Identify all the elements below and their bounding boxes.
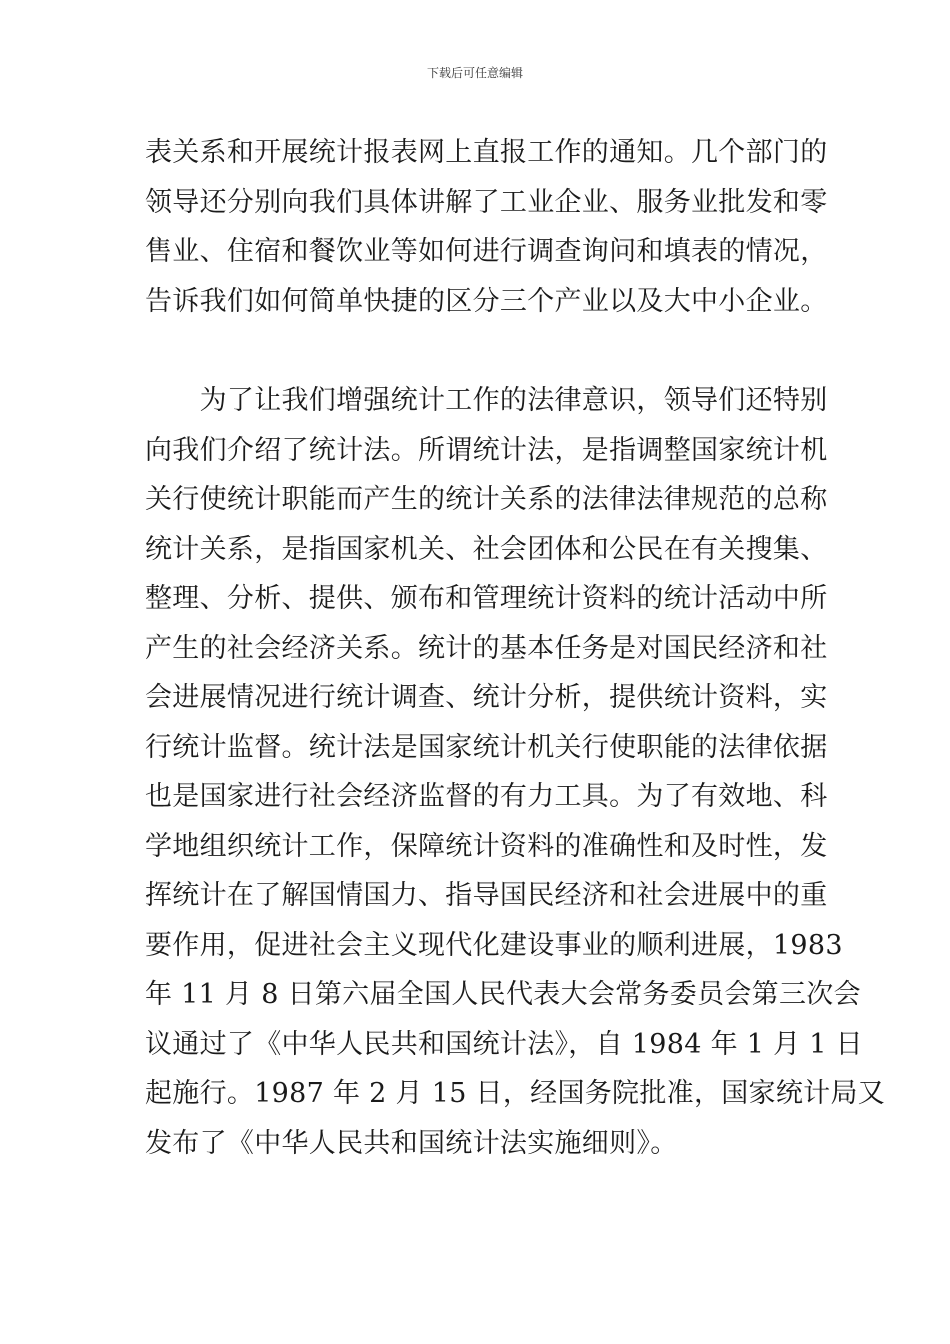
text-line: 为了让我们增强统计工作的法律意识，领导们还特别 [145,385,828,416]
page-header: 下载后可任意编辑 [426,66,523,80]
text-line: 会进展情况进行统计调查、统计分析，提供统计资料，实 [145,682,828,713]
text-line: 也是国家进行社会经济监督的有力工具。为了有效地、科 [145,781,828,812]
text-line: 发布了《中华人民共和国统计法实施细则》。 [145,1127,678,1159]
text-line: 挥统计在了解国情国力、指导国民经济和社会进展中的重 [145,880,828,911]
text-line: 告诉我们如何简单快捷的区分三个产业以及大中小企业。 [145,285,828,317]
text-line: 行统计监督。统计法是国家统计机关行使职能的法律依据 [145,731,828,763]
text-line: 表关系和开展统计报表网上直报工作的通知。几个部门的 [145,137,828,168]
text-line: 整理、分析、提供、颁布和管理统计资料的统计活动中所 [145,583,828,614]
text-line: 统计关系，是指国家机关、社会团体和公民在有关搜集、 [145,533,828,565]
text-line: 向我们介绍了统计法。所谓统计法，是指调整国家统计机 [145,434,828,466]
text-line: 售业、住宿和餐饮业等如何进行调查询问和填表的情况， [145,236,828,267]
text-line: 领导还分别向我们具体讲解了工业企业、服务业批发和零 [145,186,828,218]
text-line: 年 11 月 8 日第六届全国人民代表大会常务委员会第三次会 [145,979,861,1010]
paragraph-2 [145,376,886,1168]
text-line: 起施行。1987 年 2 月 15 日，经国务院批准，国家统计局又 [145,1078,886,1109]
text-line: 议通过了《中华人民共和国统计法》，自 1984 年 1 月 1 日 [145,1028,863,1060]
text-line: 关行使统计职能而产生的统计关系的法律法律规范的总称 [145,484,828,515]
paragraph-1 [145,128,828,326]
text-line: 学地组织统计工作，保障统计资料的准确性和及时性，发 [145,830,828,862]
text-line: 产生的社会经济关系。统计的基本任务是对国民经济和社 [145,632,828,664]
text-line: 要作用，促进社会主义现代化建设事业的顺利进展，1983 [145,929,843,961]
